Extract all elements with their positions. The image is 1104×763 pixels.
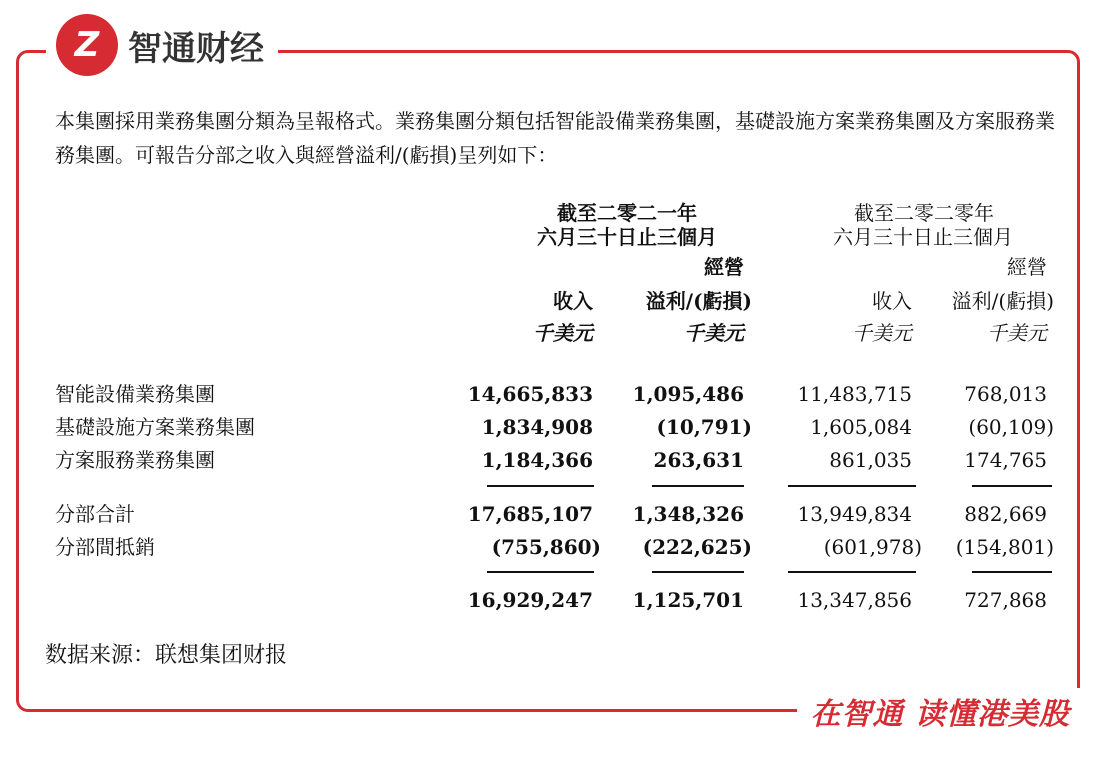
op-2021-cell: 1,095,486 xyxy=(632,382,744,406)
row-label: 分部間抵銷 xyxy=(55,535,155,559)
period-2020-line2: 六月三十日止三個月 xyxy=(833,225,1013,249)
rev-2020-cell: 13,949,834 xyxy=(797,502,912,526)
op-header-2021-line1: 經營 xyxy=(704,255,744,279)
rev-2021-cell: 17,685,107 xyxy=(467,502,593,526)
table-row xyxy=(0,411,1104,443)
intro-paragraph: 本集團採用業務集團分類為呈報格式。業務集團分類包括智能設備業務集團，基礎設施方案業務集團及方案服務業務集團。可報告分部之收入與經營溢利/(虧損)呈列如下： xyxy=(55,109,1055,167)
brand-slogan: 在智通 读懂港美股 xyxy=(797,688,1084,734)
rev-2020-cell: 861,035 xyxy=(829,448,912,472)
total-rule-op-2021 xyxy=(652,571,744,573)
total-rule-op-2020 xyxy=(972,571,1052,573)
rev-2020-cell: 13,347,856 xyxy=(797,588,912,612)
op-2020-cell: 727,868 xyxy=(964,588,1047,612)
unit-2020-op: 千美元 xyxy=(987,321,1047,345)
brand-name: 智通财经 xyxy=(128,28,264,69)
op-2020-cell: (60,109) xyxy=(968,415,1054,439)
rev-2021-cell: (755,860) xyxy=(491,535,601,559)
unit-2020-rev: 千美元 xyxy=(852,321,912,345)
rev-header-2021: 收入 xyxy=(553,289,593,313)
op-2020-cell: 768,013 xyxy=(964,382,1047,406)
op-header-2020-line2: 溢利/(虧損) xyxy=(951,289,1054,313)
period-2021-line1: 截至二零二一年 xyxy=(557,201,697,225)
rev-2021-cell: 16,929,247 xyxy=(467,588,593,612)
table-row xyxy=(0,378,1104,410)
subtotal-rule-op-2020 xyxy=(972,485,1052,487)
table-row xyxy=(0,584,1104,616)
period-2021-line2: 六月三十日止三個月 xyxy=(537,225,717,249)
rev-2021-cell: 1,184,366 xyxy=(481,448,593,472)
op-2021-cell: (10,791) xyxy=(656,415,752,439)
rev-2021-cell: 1,834,908 xyxy=(481,415,593,439)
rev-header-2020: 收入 xyxy=(872,289,912,313)
subtotal-rule-rev-2021 xyxy=(487,485,594,487)
rev-2020-cell: (601,978) xyxy=(823,535,922,559)
op-2020-cell: 882,669 xyxy=(964,502,1047,526)
unit-2021-op: 千美元 xyxy=(684,321,744,345)
op-2020-cell: 174,765 xyxy=(964,448,1047,472)
brand-logo xyxy=(46,10,278,80)
logo-mark-icon: Z xyxy=(56,14,118,76)
subtotal-rule-op-2021 xyxy=(652,485,744,487)
op-2020-cell: (154,801) xyxy=(955,535,1054,559)
period-2020-line1: 截至二零二零年 xyxy=(854,201,994,225)
rev-2021-cell: 14,665,833 xyxy=(467,382,593,406)
rev-2020-cell: 1,605,084 xyxy=(810,415,912,439)
total-rule-rev-2020 xyxy=(788,571,916,573)
op-header-2020-line1: 經營 xyxy=(1007,255,1047,279)
op-2021-cell: (222,625) xyxy=(642,535,752,559)
row-label: 方案服務業務集團 xyxy=(55,448,215,472)
total-rule-rev-2021 xyxy=(487,571,594,573)
row-label: 分部合計 xyxy=(55,502,135,526)
rev-2020-cell: 11,483,715 xyxy=(797,382,912,406)
op-2021-cell: 1,125,701 xyxy=(632,588,744,612)
op-2021-cell: 1,348,326 xyxy=(632,502,744,526)
table-row xyxy=(0,444,1104,476)
subtotal-rule-rev-2020 xyxy=(788,485,916,487)
row-label: 智能設備業務集團 xyxy=(55,382,215,406)
op-header-2021-line2: 溢利/(虧損) xyxy=(645,289,752,313)
table-row xyxy=(0,531,1104,563)
unit-2021-rev: 千美元 xyxy=(533,321,593,345)
table-row xyxy=(0,498,1104,530)
data-source-note: 数据来源：联想集团财报 xyxy=(45,643,288,668)
row-label: 基礎設施方案業務集團 xyxy=(55,415,255,439)
op-2021-cell: 263,631 xyxy=(653,448,744,472)
